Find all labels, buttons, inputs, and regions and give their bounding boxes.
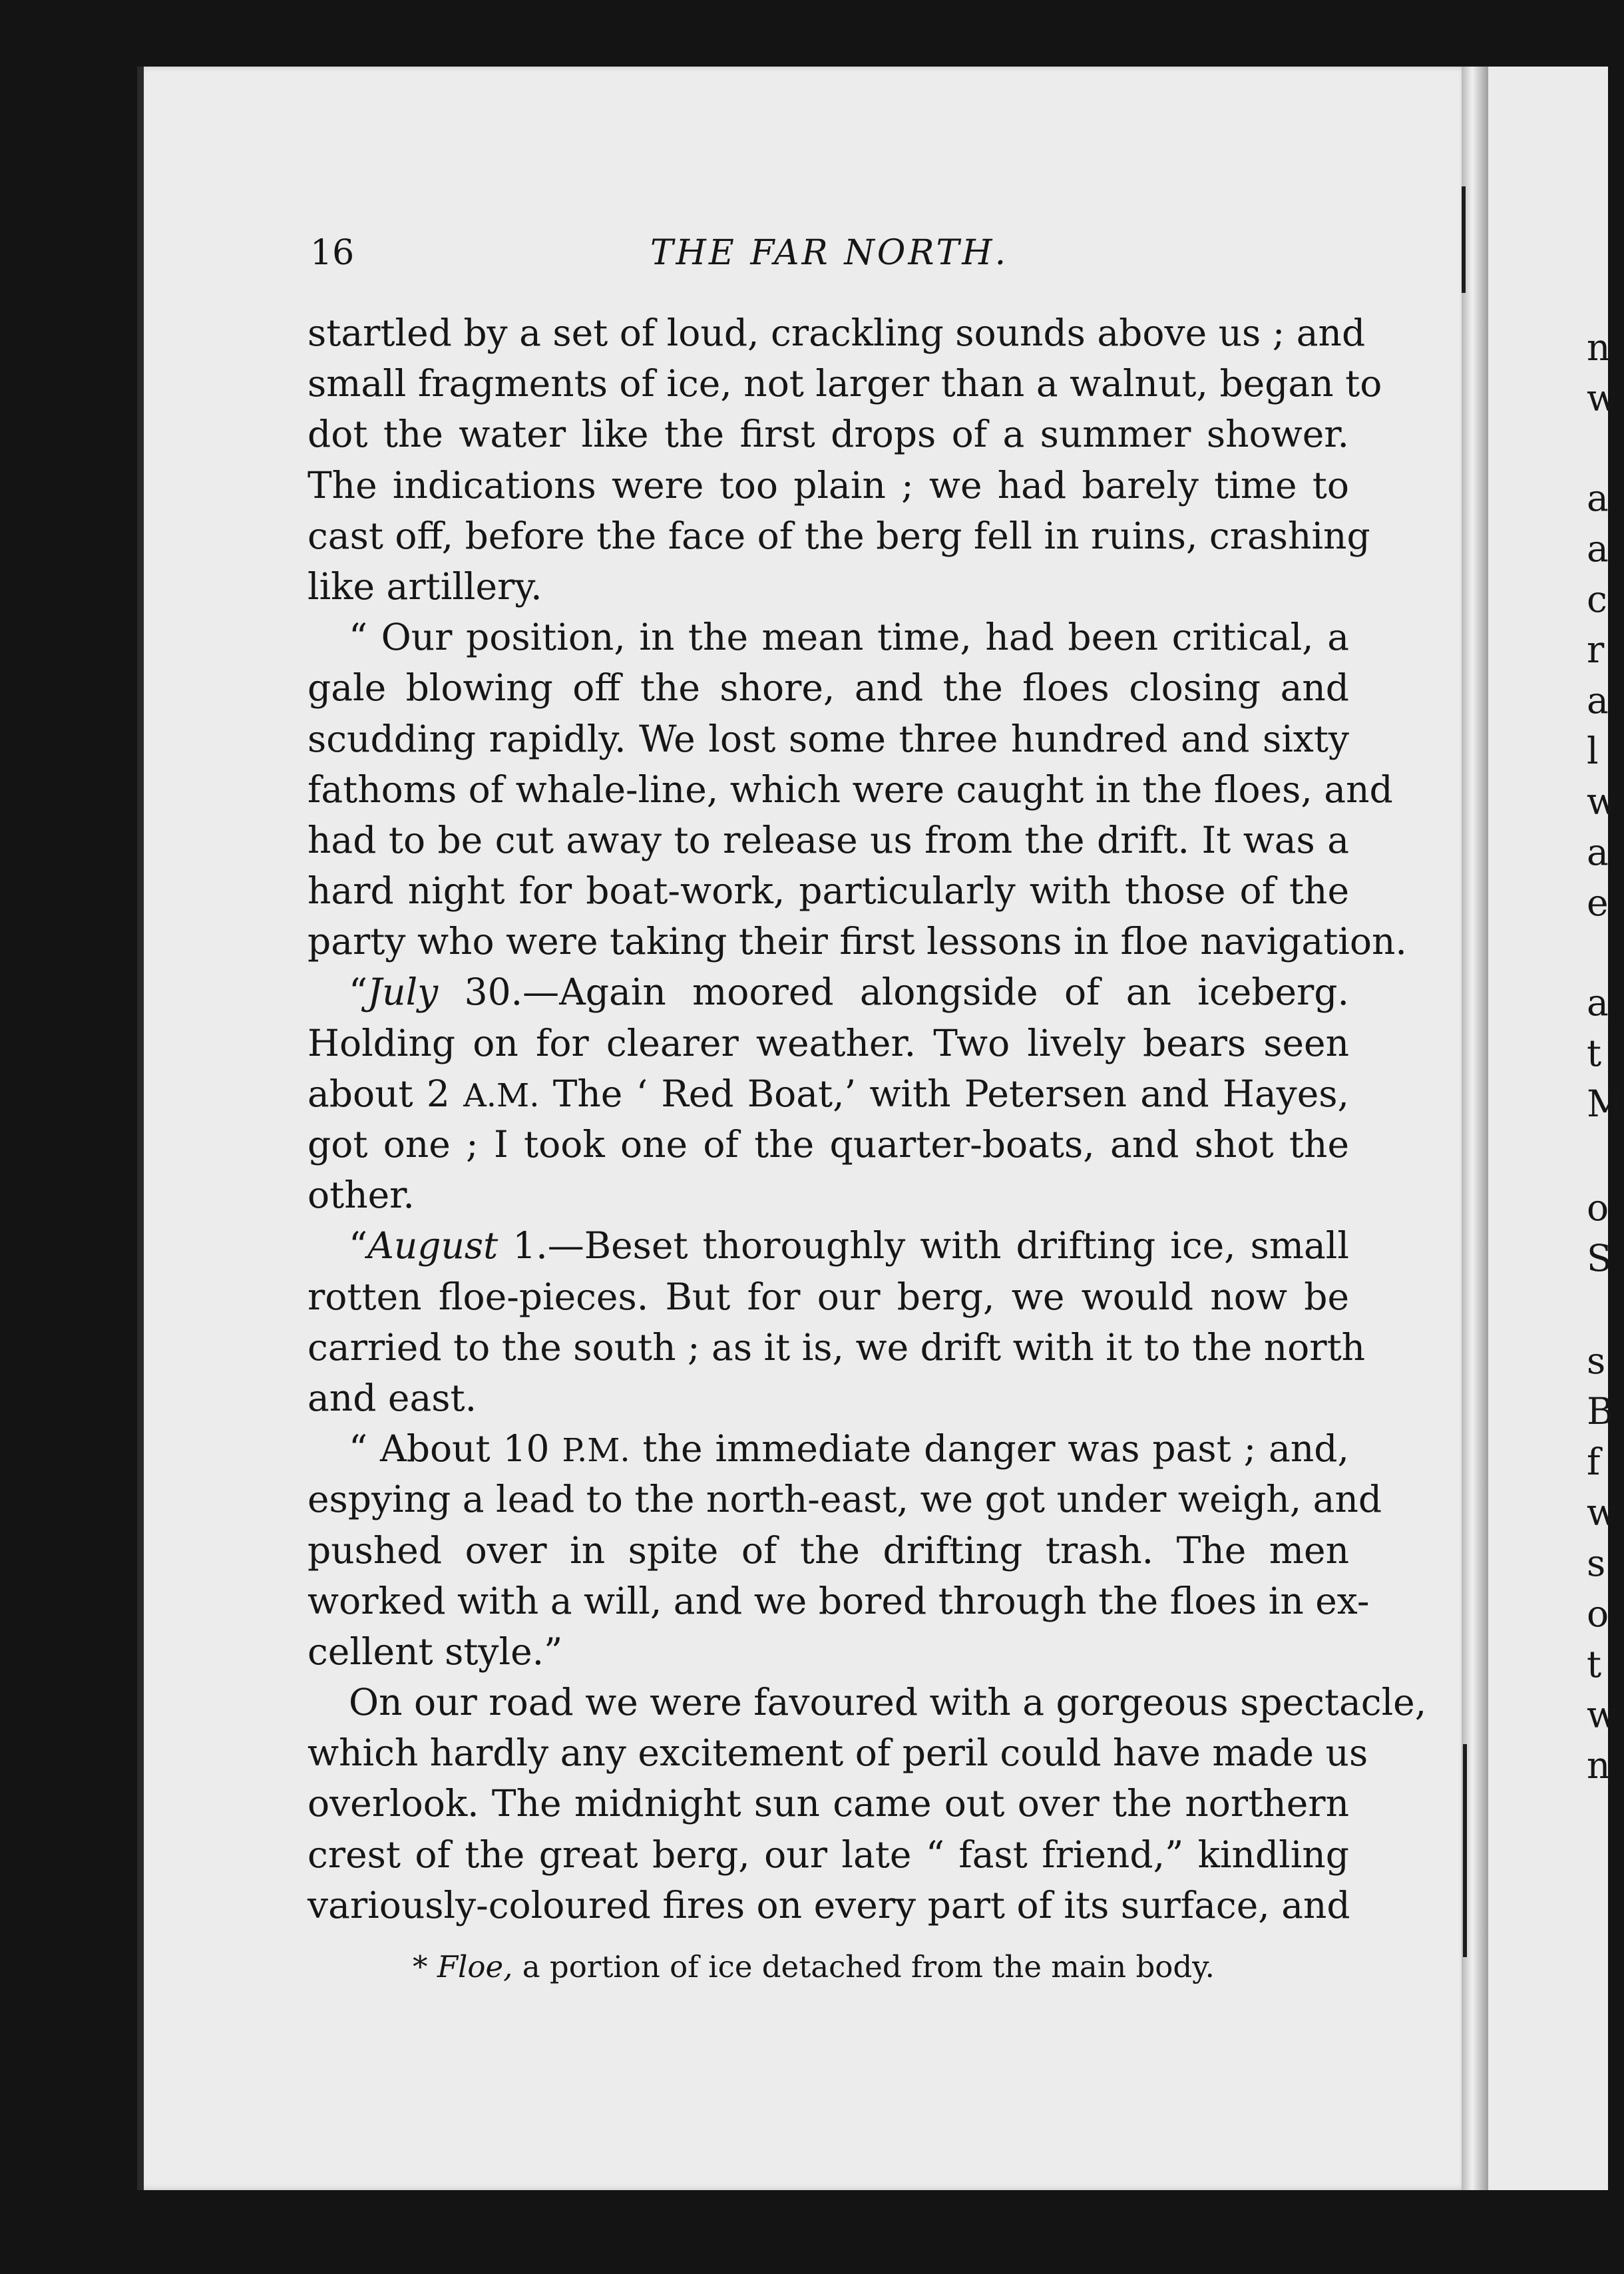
facing-page-fragment: n (1587, 1744, 1611, 1787)
facing-page-fragment: a (1587, 831, 1609, 873)
text-line: carried to the south ; as it is, we drift with it to the north (307, 1325, 1366, 1369)
gutter-shadow-line (1462, 186, 1466, 293)
text-line: “ Our position, in the mean time, had been critical, a (349, 616, 1349, 659)
open-quote: “ (349, 1224, 368, 1267)
text-line: pushed over in spite of the drifting trash. The men (307, 1528, 1349, 1572)
text-line: gale blowing off the shore, and the floes closing and (307, 666, 1349, 710)
text-line: fathoms of whale-line, which were caught in the floes, and (307, 768, 1393, 811)
facing-page-fragment: B (1587, 1390, 1614, 1433)
footnote-term: Floe, (437, 1949, 513, 1984)
facing-page-fragment: w (1587, 1491, 1619, 1534)
body-text (307, 308, 1427, 1931)
entry-date: July (367, 971, 439, 1014)
footnote-marker: * (413, 1949, 428, 1984)
facing-page-fragment: f (1587, 1441, 1601, 1483)
facing-page-fragment: S (1587, 1237, 1612, 1279)
entry-text: 1.—Beset thoroughly with drifting ice, small (498, 1224, 1349, 1267)
book-bottom-edge (137, 2190, 1608, 2274)
facing-page-fragment: t (1587, 1032, 1602, 1074)
gutter-shadow-line (1463, 1744, 1467, 1957)
text-line: which hardly any excitement of peril could have made us (307, 1731, 1368, 1775)
text-line: hard night for boat-work, particularly with those of the (307, 869, 1349, 913)
entry-text: 30.—Again moored alongside of an iceberg. (438, 971, 1349, 1014)
text-line: dot the water like the first drops of a summer shower. (307, 413, 1349, 456)
entry-text: the immediate danger was past ; and, (630, 1427, 1349, 1471)
journal-entry-line (307, 1220, 1349, 1271)
text-line: other. (307, 1174, 415, 1217)
facing-page-fragment: n (1587, 326, 1611, 369)
book-gutter (1462, 67, 1488, 2190)
page-number: 16 (310, 233, 355, 273)
facing-page-fragment: w (1587, 780, 1619, 823)
entry-text: The ‘ Red Boat,’ with Petersen and Hayes, (539, 1072, 1350, 1115)
facing-page-fragment: a (1587, 679, 1609, 722)
text-line (307, 1068, 1349, 1119)
text-line: party who were taking their first lessons in floe navigation. (307, 920, 1407, 963)
text-line: startled by a set of loud, crackling sounds above us ; and (307, 312, 1366, 354)
facing-page-fragment: a (1587, 981, 1609, 1024)
running-head: THE FAR NORTH. (650, 233, 1009, 273)
time-abbrev: A.M. (463, 1076, 540, 1114)
text-line: rotten floe-pieces. But for our berg, we would now be (307, 1275, 1349, 1318)
text-line: small fragments of ice, not larger than a walnut, began to (307, 362, 1382, 405)
entry-text: about 2 (307, 1072, 464, 1115)
text-line: overlook. The midnight sun came out over the northern (307, 1782, 1349, 1825)
text-line: had to be cut away to release us from the drift. It was a (307, 818, 1349, 861)
text-line: like artillery. (307, 565, 542, 608)
page-header (310, 233, 1348, 273)
facing-page-fragment: s (1587, 1339, 1606, 1382)
text-line: espying a lead to the north-east, we got under weigh, and (307, 1478, 1382, 1521)
journal-entry-line (307, 1423, 1349, 1474)
facing-page-fragment: c (1587, 578, 1607, 620)
facing-page-fragment: o (1587, 1186, 1609, 1229)
facing-page-fragment: w (1587, 1694, 1619, 1736)
facing-page-fragment: w (1587, 377, 1619, 419)
text-line: scudding rapidly. We lost some three hundred and sixty (307, 717, 1349, 760)
facing-page-fragment: t (1587, 1643, 1602, 1686)
facing-page-fragment: s (1587, 1542, 1606, 1584)
facing-page-fragment: a (1587, 477, 1609, 519)
text-line: worked with a will, and we bored through the floes in ex- (307, 1579, 1370, 1622)
text-line: Holding on for clearer weather. Two lively bears seen (307, 1021, 1349, 1064)
journal-entry-line (307, 967, 1349, 1017)
text-line: variously-coloured fires on every part of its surface, and (307, 1883, 1350, 1927)
entry-text: “ About 10 (349, 1427, 562, 1471)
text-line: cast off, before the face of the berg fell in ruins, crashing (307, 514, 1370, 557)
facing-page-fragment: r (1587, 628, 1605, 671)
time-abbrev: P.M. (562, 1432, 630, 1470)
entry-date: August (367, 1224, 499, 1267)
text-line: The indications were too plain ; we had barely time to (307, 463, 1349, 507)
text-line: and east. (307, 1376, 477, 1419)
facing-page-fragment: o (1587, 1592, 1609, 1635)
footnote-text: a portion of ice detached from the main body. (512, 1949, 1215, 1984)
facing-page-fragment: M (1587, 1082, 1624, 1125)
facing-page-fragment: a (1587, 527, 1609, 570)
facing-page-fragment: e (1587, 881, 1609, 924)
text-line: On our road we were favoured with a gorgeous spectacle, (349, 1681, 1427, 1724)
footnote (413, 1949, 1291, 1984)
open-quote: “ (349, 971, 368, 1014)
facing-page-fragment: l (1587, 730, 1599, 772)
text-line: cellent style.” (307, 1630, 563, 1673)
text-line: got one ; I took one of the quarter-boats, and shot the (307, 1123, 1349, 1166)
text-line: crest of the great berg, our late “ fast friend,” kindling (307, 1833, 1349, 1876)
